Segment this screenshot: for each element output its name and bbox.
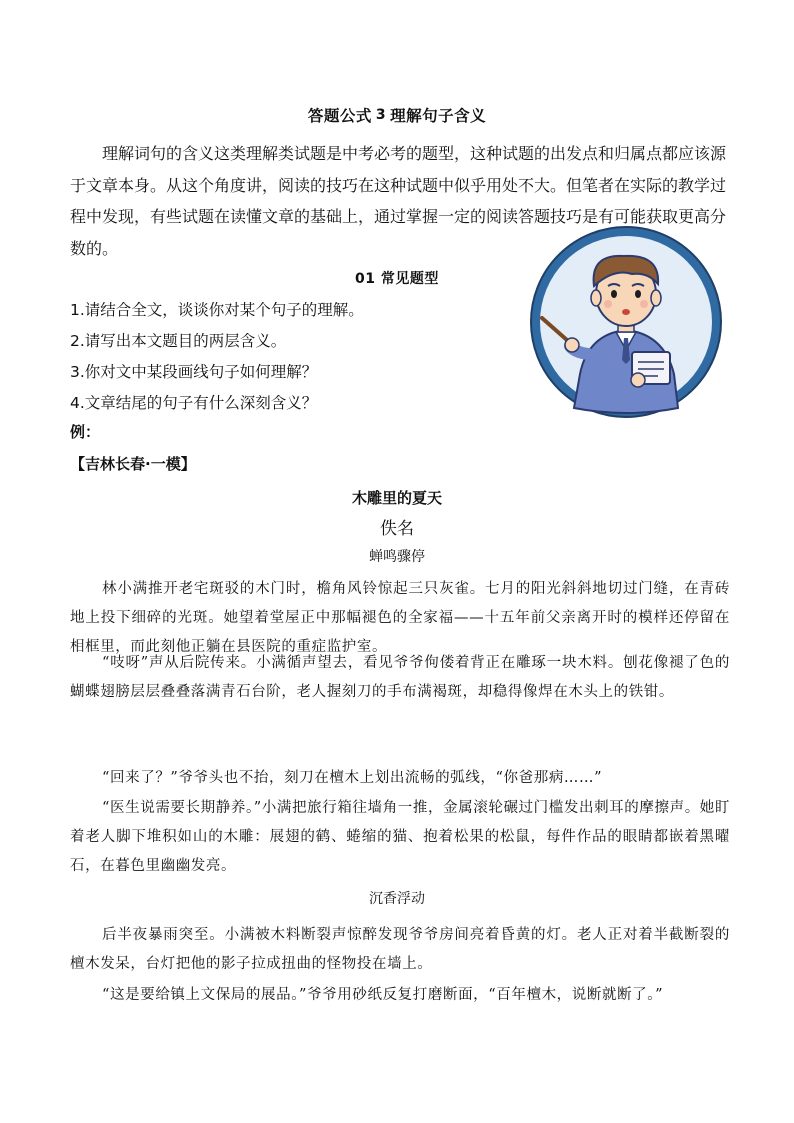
story-author: 佚名 <box>380 519 414 539</box>
example-label: 例： <box>70 423 101 441</box>
title-prefix: 答题公式 <box>307 107 372 125</box>
source-label: 【吉林长春·一模】 <box>70 455 196 473</box>
story-paragraph: “回来了？”爷爷头也不抬，刻刀在檀木上划出流畅的弧线，“你爸那病……” <box>102 770 603 786</box>
list-item: 2.请写出本文题目的两层含义。 <box>70 332 287 350</box>
story-subheading: 蝉鸣骤停 <box>369 549 425 565</box>
story-title: 木雕里的夏天 <box>351 489 442 507</box>
story-subheading: 沉香浮动 <box>369 891 425 907</box>
list-item: 3.你对文中某段画线句子如何理解？ <box>70 363 318 381</box>
story-paragraph: 林小满推开老宅斑驳的木门时，檐角风铃惊起三只灰雀。七月的阳光斜斜地切过门缝，在青砖地上投下细碎的光斑。她望着堂屋正中那幅褪色的全家福——十五年前父亲离开时的模样还停留在相框里，而此刻他正躺在县医院的重症监护室。 <box>70 581 730 655</box>
story-paragraph: “这是要给镇上文保局的展品。”爷爷用砂纸反复打磨断面，“百年檀木，说断就断了。” <box>102 987 664 1003</box>
teacher-with-pointer-illustration <box>528 224 724 420</box>
story-paragraph: 后半夜暴雨突至。小满被木料断裂声惊醉发现爷爷房间亮着昏黄的灯。老人正对着半截断裂的檀木发呆，台灯把他的影子拉成扭曲的怪物投在墙上。 <box>70 927 730 972</box>
list-item: 4.文章结尾的句子有什么深刻含义？ <box>70 394 318 412</box>
list-item: 1.请结合全文，谈谈你对某个句子的理解。 <box>70 301 364 319</box>
section-heading: 01 常见题型 <box>355 271 439 287</box>
page-title <box>0 104 794 126</box>
intro-paragraph: 理解词句的含义这类理解类试题是中考必考的题型，这种试题的出发点和归属点都应该源于文章本身。从这个角度讲，阅读的技巧在这种试题中似乎用处不大。但笔者在实际的教学过程中发现，有些试题在读懂文章的基础上，通过掌握一定的阅读答题技巧是有可能获取更高分数的。 <box>70 144 727 258</box>
question-type-list <box>70 295 364 419</box>
story-paragraph: “吱呀”声从后院传来。小满循声望去，看见爷爷佝偻着背正在雕琢一块木料。刨花像褪了色的蝴蝶翅膀层层叠叠落满青石台阶，老人握刻刀的手布满褐斑，却稳得像焊在木头上的铁钳。 <box>70 655 730 700</box>
story-paragraph: “医生说需要长期静养。”小满把旅行箱往墙角一推，金属滚轮碾过门槛发出刺耳的摩擦声。她盯着老人脚下堆积如山的木雕：展翅的鹤、蜷缩的猫、抱着松果的松鼠，每件作品的眼睛都嵌着黑曜石，在暮色里幽幽发亮。 <box>70 800 730 874</box>
title-suffix: 理解句子含义 <box>390 107 487 125</box>
title-number: 3 <box>375 107 387 123</box>
